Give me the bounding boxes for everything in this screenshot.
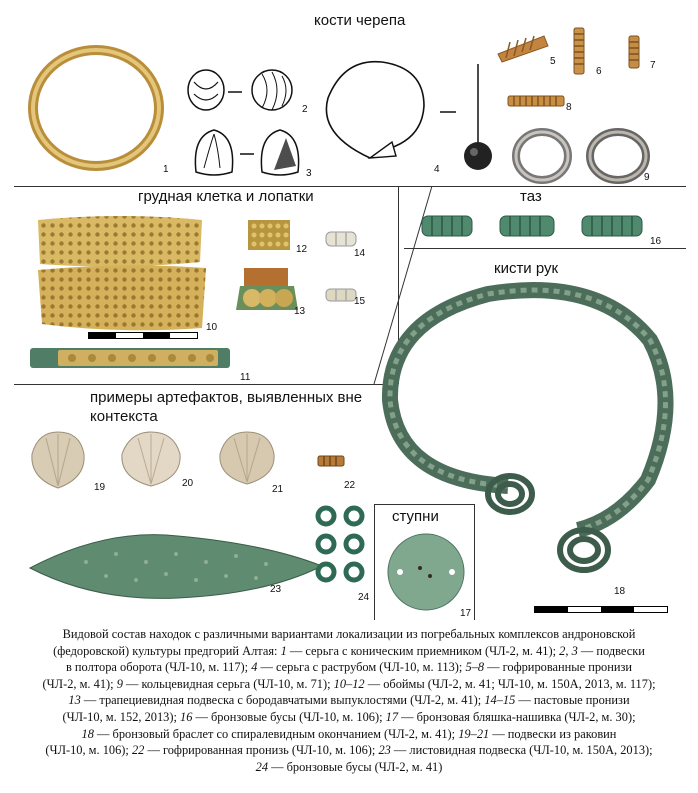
artifact-bronze-beads-16: [418, 210, 654, 242]
label-5: 5: [550, 56, 556, 67]
caption-line-1: Видовой состав находок с различными вариантами локализации из погребальных комплексов андроновской: [62, 627, 636, 641]
artifact-corrugated-bead-8: [506, 94, 566, 108]
label-10: 10: [206, 322, 218, 333]
label-11: 11: [240, 372, 251, 383]
section-title-pelvis: таз: [520, 188, 542, 205]
label-15: 15: [354, 296, 366, 307]
section-title-context: примеры артефактов, выявленных вне контекста: [90, 389, 363, 425]
artifact-earring-flared: [320, 54, 500, 184]
label-13: 13: [294, 306, 306, 317]
artifact-trapezoid-pendant-13: [232, 266, 302, 316]
caption-line-4: (ЧЛ-2, м. 41); 9 — кольцевидная серьга (ЧЛ-10, м. 71); 10–12 — обоймы (ЧЛ-2, м. 41; ЧЛ-10, м. 150А, 2013, м. 117);: [42, 676, 656, 691]
divider-top: [14, 186, 686, 187]
artifact-corrugated-bead-7: [626, 34, 642, 70]
caption-line-7: 18 — бронзовый браслет со спиралевидным окончанием (ЧЛ-2, м. 41); 19–21 — подвески из раковин: [81, 726, 617, 741]
artifact-plaque-17: [384, 530, 468, 614]
label-23: 23: [270, 584, 282, 595]
label-1: 1: [163, 164, 169, 175]
caption-line-2: (федоровской) культуры предгорий Алтая: 1 — серьга с коническим приемником (ЧЛ-2, м. 41); 2, 3 — подвески: [53, 643, 645, 658]
label-3: 3: [306, 168, 312, 179]
label-4: 4: [434, 164, 440, 175]
artifact-bronze-beads-24: [312, 504, 368, 588]
divider-chest-left: [14, 384, 398, 385]
section-title-hands: кисти рук: [494, 260, 559, 277]
artifact-corrugated-bead-5: [492, 32, 552, 62]
artifact-shell-21: [214, 428, 280, 488]
artifact-corrugated-bead-6: [570, 26, 588, 76]
artifact-pendant-3: [190, 126, 310, 182]
label-9: 9: [644, 172, 650, 183]
section-title-skull: кости черепа: [314, 12, 406, 29]
label-19: 19: [94, 482, 106, 493]
divider-pelvis: [404, 248, 686, 249]
label-16: 16: [650, 236, 662, 247]
label-12: 12: [296, 244, 308, 255]
label-7: 7: [650, 60, 656, 71]
scale-bar-chest: [88, 332, 198, 339]
artifact-ring-earring: [510, 128, 660, 184]
artifact-paste-bead-15: [324, 286, 358, 304]
section-title-chest: грудная клетка и лопатки: [138, 188, 314, 205]
label-22: 22: [344, 480, 356, 491]
artifact-shell-19: [26, 428, 90, 492]
label-14: 14: [354, 248, 366, 259]
label-18: 18: [614, 586, 626, 597]
caption-line-6: (ЧЛ-10, м. 152, 2013); 16 — бронзовые бусы (ЧЛ-10, м. 106); 17 — бронзовая бляшка-нашивка (ЧЛ-2, м. 30);: [62, 709, 636, 724]
figure-caption: [8, 626, 690, 775]
artifact-corrugated-bead-22: [316, 454, 346, 468]
caption-line-3: в полтора оборота (ЧЛ-10, м. 117); 4 — серьга с раструбом (ЧЛ-10, м. 113); 5–8 — гофрированные пронизи: [65, 660, 633, 675]
artifact-band-11: [28, 344, 232, 372]
section-title-feet: ступни: [392, 508, 439, 525]
label-2: 2: [302, 104, 308, 115]
label-17: 17: [460, 608, 472, 619]
artifact-pendant-2: [186, 66, 306, 116]
label-20: 20: [182, 478, 194, 489]
artifact-paste-bead-14: [324, 228, 358, 250]
label-6: 6: [596, 66, 602, 77]
artifact-mount-12: [246, 218, 292, 252]
caption-line-9: 24 — бронзовые бусы (ЧЛ-2, м. 41): [255, 759, 443, 774]
artifact-clasp-10: [30, 212, 220, 336]
caption-line-5: 13 — трапециевидная подвеска с бородавчатыми выпуклостями (ЧЛ-2, м. 41); 14–15 — пастовые пронизи: [68, 693, 630, 708]
artifact-shell-20: [116, 428, 186, 490]
divider-feet-left: [374, 504, 375, 620]
artifact-earring-conical: [24, 40, 174, 180]
scale-bar-hands: [534, 606, 668, 613]
figure-plate: [14, 4, 686, 620]
label-24: 24: [358, 592, 370, 603]
label-21: 21: [272, 484, 284, 495]
label-8: 8: [566, 102, 572, 113]
caption-line-8: (ЧЛ-10, м. 106); 22 — гофрированная пронизь (ЧЛ-10, м. 106); 23 — листовидная подвеска (ЧЛ-10, м. 150А, 2013);: [45, 743, 653, 758]
